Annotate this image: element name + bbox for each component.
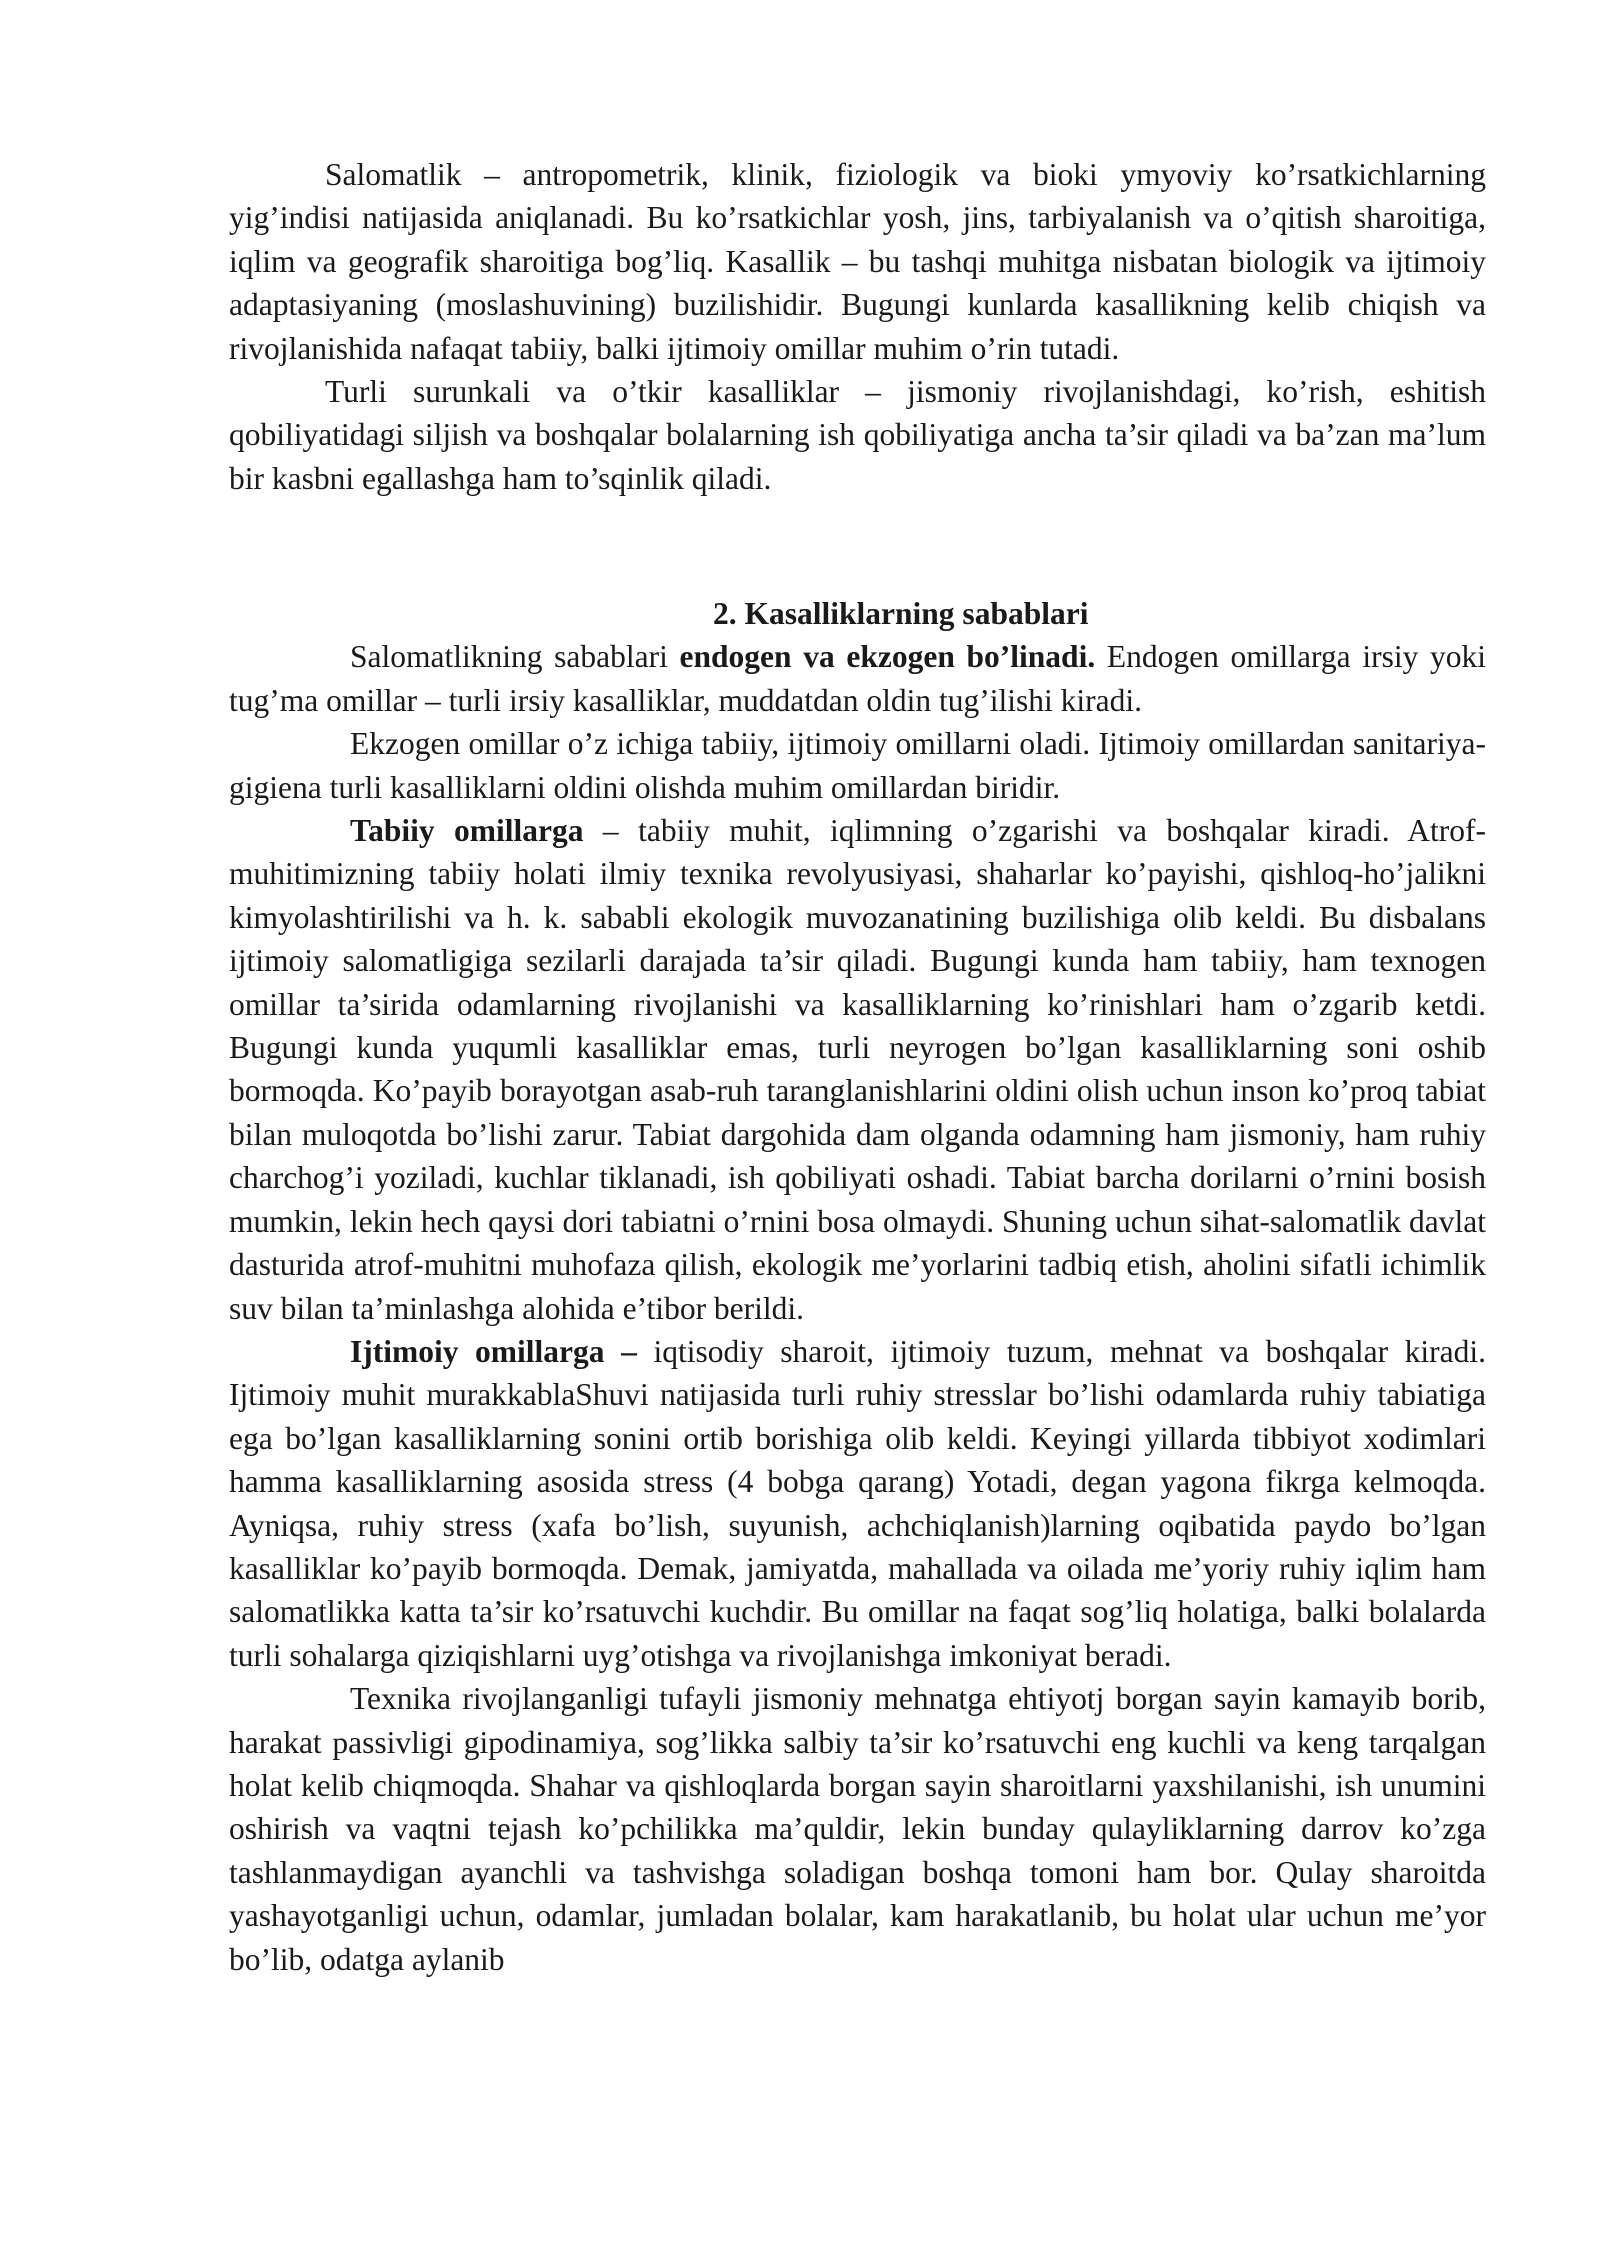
paragraph: Texnika rivojlanganligi tufayli jismoniy mehnatga ehtiyotj borgan sayin kamayib borib, harakat passivligi gipodinamiya, sog’likka salbiy ta’sir ko’rsatuvchi eng kuchli va keng tarqalgan holat kelib chiqmoqda. Shahar va qishloqlarda borgan sayin sharoitlarni yaxshilanishi, ish unumini oshirish va vaqtni tejash ko’pchilikka ma’quldir, lekin bunday qulayliklarning darrov ko’zga tashlanmaydigan ayanchli va tashvishga soladigan boshqa tomoni ham bor. Qulay sharoitda yashayotganligi uchun, odamlar, jumladan bolalar, kam harakatlanib, bu holat ular uchun me’yor bo’lib, odatga aylanib bbox=[229, 1681, 1486, 1977]
paragraph: Salomatlik – antropometrik, klinik, fiziologik va bioki ymyoviy ko’rsatkichlarning yig’indisi natijasida aniqlanadi. Bu ko’rsatkichlar yosh, jins, tarbiyalanish va o’qitish sharoitiga, iqlim va geografik sharoitiga bog’liq. Kasallik – bu tashqi muhitga nisbatan biologik va ijtimoiy adaptasiyaning (moslashuvining) buzilishidir. Bugungi kunlarda kasallikning kelib chiqish va rivojlanishida nafaqat tabiiy, balki ijtimoiy omillar muhim o’rin tutadi. bbox=[229, 157, 1486, 366]
paragraph-text: Salomatlikning sabablari bbox=[350, 639, 680, 675]
bold-term: Ijtimoiy omillarga – bbox=[350, 1333, 637, 1369]
paragraph bbox=[229, 1330, 1486, 1677]
paragraph-text: iqtisodiy sharoit, ijtimoiy tuzum, mehnat va boshqalar kiradi. Ijtimoiy muhit murakkablaShuvi natijasida turli ruhiy stresslar bo’lishi odamlarda ruhiy tabiatiga ega bo’lgan kasalliklarning sonini ortib borishiga olib keldi. Keyingi yillarda tibbiyot xodimlari hamma kasalliklarning asosida stress (4 bobga qarang) Yotadi, degan yagona fikrga kelmoqda. Ayniqsa, ruhiy stress (xafa bo’lish, suyunish, achchiqlanish)larning oqibatida paydo bo’lgan kasalliklar ko’payib bormoqda. Demak, jamiyatda, mahallada va oilada me’yoriy ruhiy iqlim ham salomatlikka katta ta’sir ko’rsatuvchi kuchdir. Bu omillar na faqat sog’liq holatiga, balki bolalarda turli sohalarga qiziqishlarni uyg’otishga va rivojlanishga imkoniyat beradi. bbox=[229, 1333, 1486, 1673]
paragraph bbox=[229, 809, 1486, 1330]
paragraph-text: Endogen omillarga irsiy yoki tug’ma omillar – turli irsiy kasalliklar, muddatdan oldin tug’ilishi kiradi. bbox=[229, 639, 1487, 718]
bold-term: Tabiiy omillarga bbox=[350, 813, 584, 849]
paragraph: Ekzogen omillar o’z ichiga tabiiy, ijtimoiy omillarni oladi. Ijtimoiy omillardan sanitariya-gigiena turli kasalliklarni oldini olishda muhim omillardan biridir. bbox=[229, 726, 1486, 805]
section-heading: 2. Kasalliklarning sabablari bbox=[713, 596, 1089, 631]
paragraph-text: – tabiiy muhit, iqlimning o’zgarishi va boshqalar kiradi. Atrof-muhitimizning tabiiy holati ilmiy texnika revolyusiyasi, shaharlar ko’payishi, qishloq-ho’jalikni kimyolashtirilishi va h. k. sababli ekologik muvozanatining buzilishiga olib keldi. Bu disbalans ijtimoiy salomatligiga sezilarli darajada ta’sir qiladi. Bugungi kunda ham tabiiy, ham texnogen omillar ta’sirida odamlarning rivojlanishi va kasalliklarning ko’rinishlari ham o’zgarib ketdi. Bugungi kunda yuqumli kasalliklar emas, turli neyrogen bo’lgan kasalliklarning soni oshib bormoqda. Ko’payib borayotgan asab-ruh taranglanishlarini oldini olish uchun inson ko’proq tabiat bilan muloqotda bo’lishi zarur. Tabiat dargohida dam olganda odamning ham jismoniy, ham ruhiy charchog’i yoziladi, kuchlar tiklanadi, ish qobiliyati oshadi. Tabiat barcha dorilarni o’rnini bosish mumkin, lekin hech qaysi dori tabiatni o’rnini bosa olmaydi. Shuning uchun sihat-salomatlik davlat dasturida atrof-muhitni muhofaza qilish, ekologik me’yorlarini tadbiq etish, aholini sifatli ichimlik suv bilan ta’minlashga alohida e’tibor berildi. bbox=[229, 813, 1486, 1326]
intro-text bbox=[229, 153, 1486, 500]
paragraph: Turli surunkali va o’tkir kasalliklar – jismoniy rivojlanishdagi, ko’rish, eshitish qobiliyatidagi siljish va boshqalar bolalarning ish qobiliyatiga ancha ta’sir qiladi va ba’zan ma’lum bir kasbni egallashga ham to’sqinlik qiladi. bbox=[229, 374, 1486, 496]
section-text bbox=[229, 592, 1486, 1981]
bold-term: endogen va ekzogen bo’linadi. bbox=[679, 639, 1096, 675]
paragraph bbox=[229, 635, 1486, 722]
